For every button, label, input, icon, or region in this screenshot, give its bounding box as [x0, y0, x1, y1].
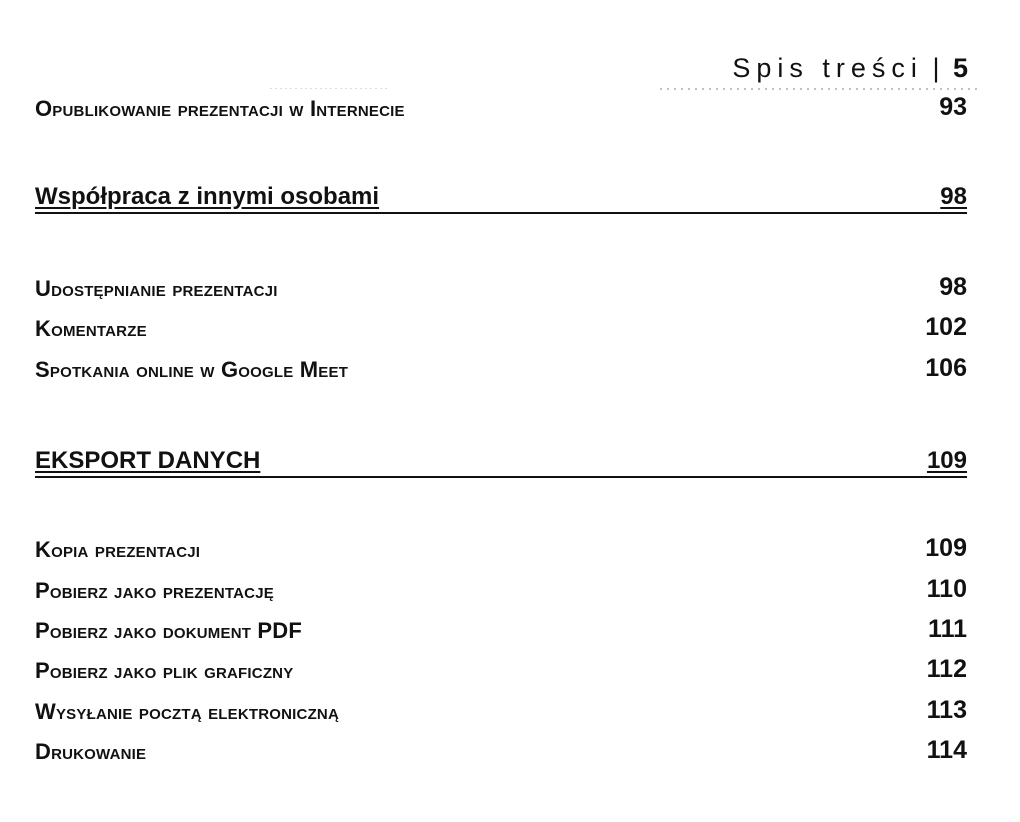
toc-entry-title: Pobierz jako prezentację	[35, 578, 274, 603]
toc-entry[interactable]	[35, 92, 967, 122]
toc-entry-page: 102	[925, 313, 967, 341]
toc-entry-title: Wysyłanie pocztą elektroniczną	[35, 699, 339, 724]
toc-entry[interactable]	[35, 614, 967, 644]
running-header-page-number: 5	[952, 53, 968, 83]
toc-entry-page: 112	[926, 655, 967, 683]
toc-entry-title: Pobierz jako dokument PDF	[35, 618, 303, 643]
toc-entry-page: 109	[925, 534, 967, 562]
toc-entry[interactable]	[35, 353, 967, 383]
toc-chapter-page: 109	[926, 447, 967, 474]
toc-entry-title: Komentarze	[35, 316, 147, 341]
toc-chapter-page: 98	[940, 183, 967, 210]
running-header-separator: |	[932, 53, 940, 83]
toc-entry[interactable]	[35, 272, 967, 302]
toc-chapter-heading[interactable]	[35, 178, 967, 214]
toc-entry-page: 98	[939, 273, 967, 301]
toc-entry[interactable]	[35, 533, 967, 563]
scan-artifact	[660, 88, 980, 90]
toc-chapter-title: Współpraca z innymi osobami	[35, 183, 380, 210]
toc-entry-title: Pobierz jako plik graficzny	[35, 658, 294, 683]
toc-entry-title: Spotkania online w Google Meet	[35, 357, 349, 382]
scan-artifact	[270, 88, 390, 89]
toc-entry-page: 93	[939, 93, 967, 121]
toc-entry[interactable]	[35, 574, 967, 604]
toc-entry-title: Kopia prezentacji	[35, 537, 201, 562]
toc-entry[interactable]	[35, 654, 967, 684]
toc-entry[interactable]	[35, 695, 967, 725]
toc-entry-title: Drukowanie	[35, 739, 147, 764]
toc-entry-title: Udostępnianie prezentacji	[35, 276, 278, 301]
toc-entry-page: 111	[928, 615, 967, 643]
toc-entry[interactable]	[35, 735, 967, 765]
toc-entry-page: 113	[926, 696, 967, 724]
toc-entry-page: 106	[925, 354, 967, 382]
toc-entry[interactable]	[35, 312, 967, 342]
toc-chapter-title: EKSPORT DANYCH	[35, 447, 261, 474]
toc-entry-page: 110	[926, 575, 967, 603]
toc-entry-title: Opublikowanie prezentacji w Internecie	[35, 96, 405, 121]
running-header	[732, 52, 968, 84]
toc-entry-page: 114	[926, 736, 967, 764]
toc-chapter-heading[interactable]	[35, 442, 967, 478]
running-header-title: Spis treści	[732, 53, 923, 83]
